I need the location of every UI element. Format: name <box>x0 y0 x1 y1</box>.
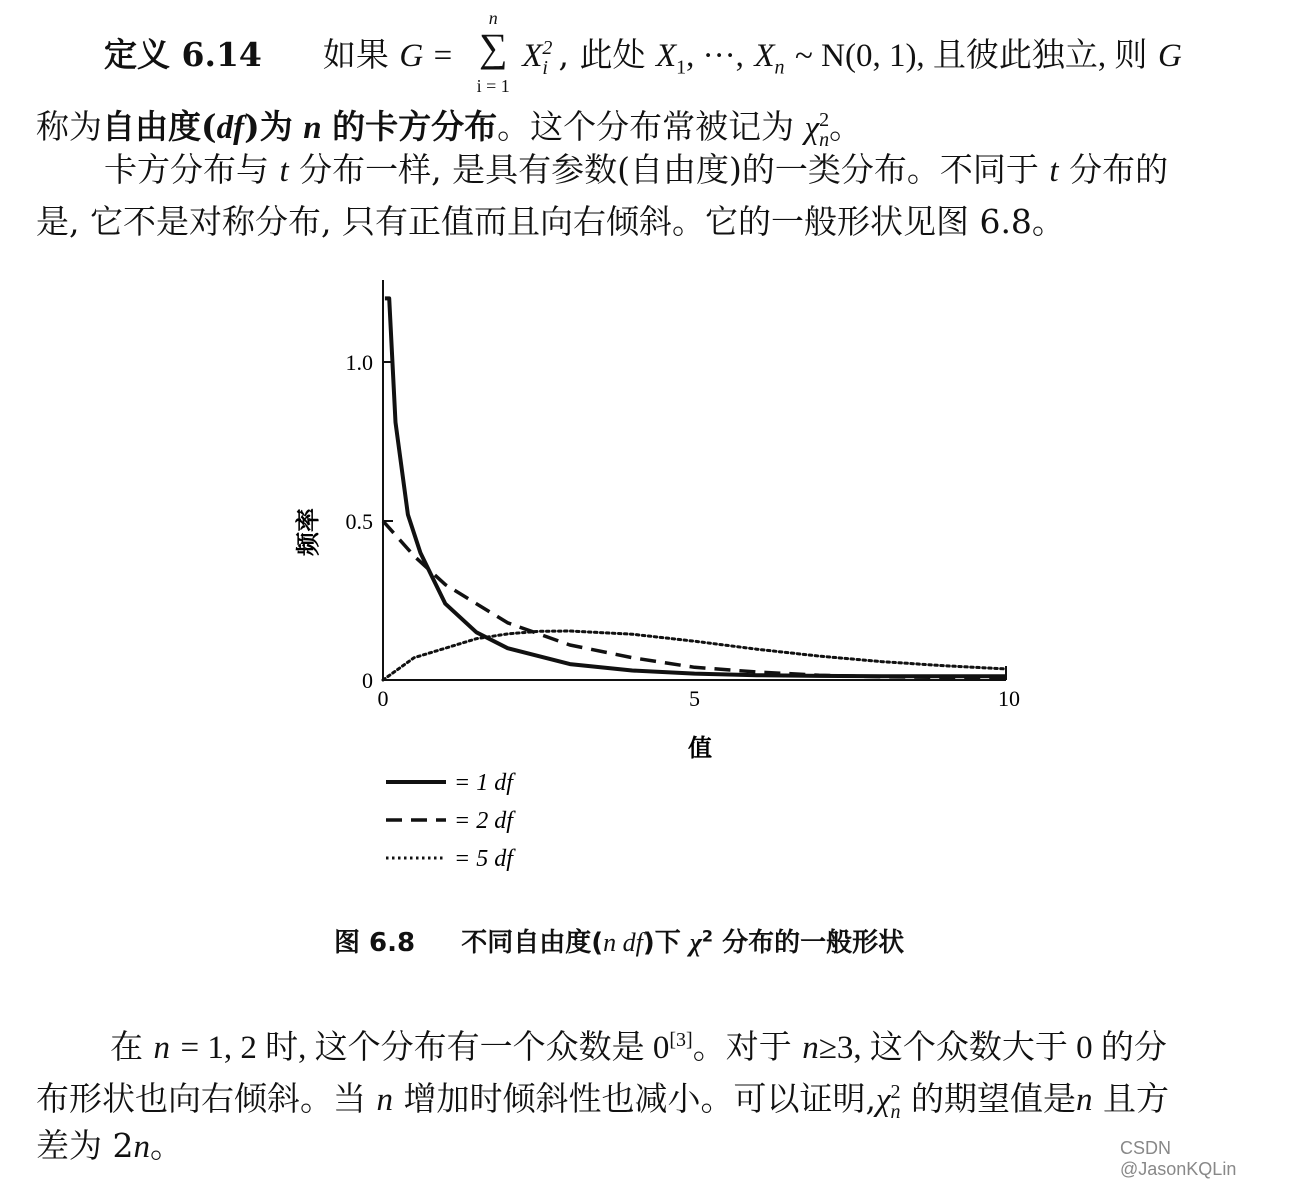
paragraph-2-line-2 <box>36 1072 1169 1132</box>
legend-label-1: = 1 df <box>454 770 513 796</box>
x-tick-label: 10 <box>998 686 1020 711</box>
math-n: n <box>133 1129 150 1165</box>
caption-sup: 2 <box>701 926 714 946</box>
chart-curves <box>383 298 1006 680</box>
definition-text: , 此处 <box>558 35 646 74</box>
math-df: df <box>216 110 245 146</box>
series-line-2 <box>383 521 1006 678</box>
paragraph-2-line-3 <box>36 1126 183 1167</box>
figure-caption <box>334 922 904 959</box>
definition-text: 。这个分布常被记为 <box>497 107 795 146</box>
math-sup: 2 <box>890 1081 901 1103</box>
legend-label-2: = 2 df <box>454 808 513 834</box>
math-x1: X <box>655 38 677 74</box>
math-n: n <box>153 1030 170 1066</box>
math-sub: n <box>819 128 830 151</box>
math-xn: X <box>754 38 775 74</box>
caption-text: 不同自由度( <box>461 928 604 958</box>
paragraph-text: 在 <box>110 1027 143 1066</box>
y-tick-label: 1.0 <box>345 350 373 375</box>
paragraph-text: 的期望值是 <box>911 1079 1077 1118</box>
caption-chi: χ <box>689 928 702 957</box>
definition-text: ~ N(0, 1), 且彼此独立, 则 <box>795 38 1148 74</box>
math-sub: n <box>774 56 785 79</box>
summation-symbol: n ∑ i = 1 <box>464 28 522 68</box>
y-tick-label: 0 <box>362 668 373 693</box>
paragraph-text: ≥3, 这个众数大于 0 的分 <box>818 1030 1167 1066</box>
math-g-equals: G = <box>399 38 454 74</box>
math-n: n <box>303 110 322 146</box>
caption-text: 分布的一般形状 <box>722 928 905 958</box>
math-chi: χ <box>876 1082 891 1118</box>
definition-term: 自由度( <box>102 107 217 146</box>
math-sub: 1 <box>676 56 687 79</box>
math-ellipsis: , ···, <box>686 38 744 74</box>
caption-math: n df <box>603 928 643 957</box>
y-tick-label: 0.5 <box>345 509 373 534</box>
x-axis-label: 值 <box>688 734 712 762</box>
paragraph-text: 。对于 <box>692 1027 792 1066</box>
math-sub: i <box>542 56 548 79</box>
paragraph-text: 增加时倾斜性也减小。可以证明, <box>403 1079 876 1118</box>
chart-legend <box>386 770 516 872</box>
math-n: n <box>1076 1082 1093 1118</box>
math-t: t <box>1049 153 1059 189</box>
chart-axes <box>294 280 1020 762</box>
y-axis-label: 频率 <box>294 508 322 556</box>
math-n: n <box>376 1082 393 1118</box>
paragraph-text: 是, 它不是对称分布, 只有正值而且向右倾斜。它的一般形状见图 6.8。 <box>36 202 1065 241</box>
math-x: X <box>522 38 543 74</box>
caption-label: 图 6.8 <box>334 928 416 958</box>
x-tick-label: 5 <box>689 686 700 711</box>
reference-mark: [3] <box>669 1029 693 1051</box>
series-line-1 <box>385 298 1006 676</box>
paragraph-text: 分布的 <box>1069 150 1169 189</box>
paragraph-text: 。 <box>150 1126 183 1165</box>
sum-upper-limit: n <box>488 8 498 28</box>
math-sub: n <box>890 1100 901 1123</box>
math-chi: χ <box>804 110 820 146</box>
paragraph-text: 且方 <box>1103 1079 1170 1118</box>
caption-text: )下 <box>642 928 681 958</box>
math-sup: 2 <box>542 37 553 59</box>
paragraph-text: 差为 2 <box>36 1126 134 1165</box>
definition-text: 称为 <box>36 107 102 146</box>
definition-term: )为 <box>244 107 293 146</box>
x-tick-label: 0 <box>377 686 389 711</box>
paragraph-text: 卡方分布与 <box>104 150 269 189</box>
math-sup: 2 <box>819 109 830 131</box>
watermark: CSDN @JasonKQLin <box>1120 1138 1237 1179</box>
definition-text: 如果 <box>322 35 389 74</box>
definition-text: 。 <box>829 107 863 146</box>
paragraph-text: 分布一样, 是具有参数(自由度)的一类分布。不同于 <box>299 150 1039 189</box>
definition-term: 的卡方分布 <box>332 107 498 146</box>
sum-lower-limit: i = 1 <box>476 76 510 96</box>
math-n: n <box>802 1030 819 1066</box>
math-g: G <box>1157 38 1182 74</box>
definition-label: 定义 6.14 <box>104 35 262 74</box>
paragraph-text: 布形状也向右倾斜。当 <box>36 1079 366 1118</box>
legend-label-3: = 5 df <box>454 846 513 872</box>
math-t: t <box>279 153 289 189</box>
paragraph-text: = 1, 2 时, 这个分布有一个众数是 0 <box>180 1030 670 1066</box>
paragraph-2-line-1 <box>110 1020 1167 1068</box>
